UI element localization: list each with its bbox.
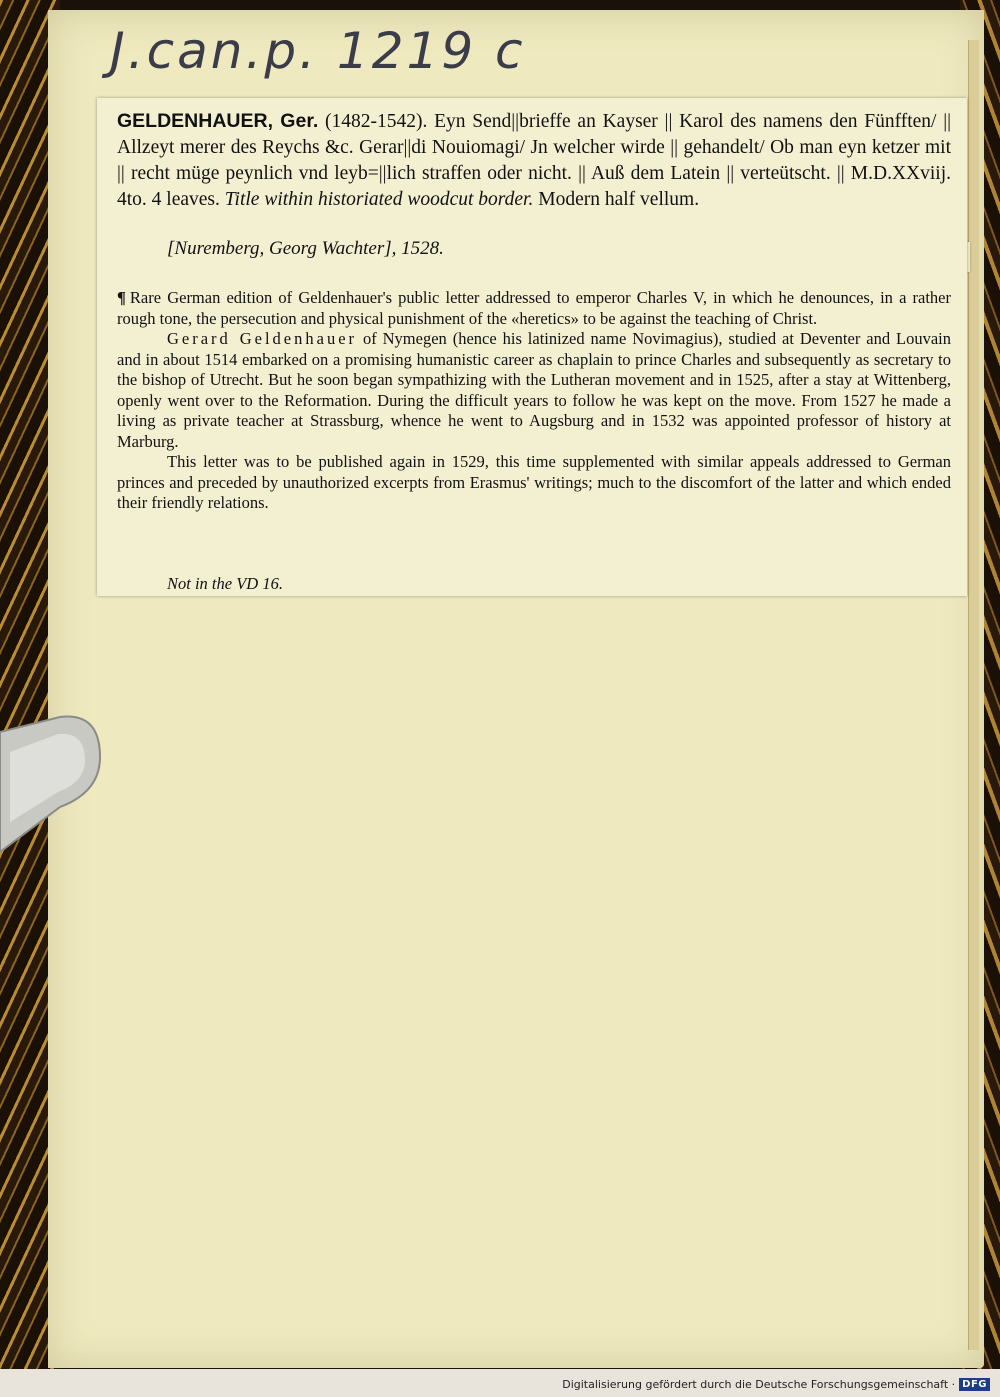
description-paragraph-3: This letter was to be published again in 1529, this time supplemented with similar appeals addressed to German princes and preceded by unauthorized excerpts from Erasmus' writings; much to the discomfort of the latter and which ended their friendly relations. bbox=[117, 452, 951, 512]
entry-imprint: [Nuremberg, Georg Wachter], 1528. bbox=[167, 238, 444, 259]
dfg-credit bbox=[562, 1378, 990, 1391]
entry-binding: Modern half vellum. bbox=[533, 189, 700, 210]
entry-author: GELDENHAUER, Ger. bbox=[117, 110, 319, 132]
description-paragraph-2: Gerard Geldenhauer of Nymegen (hence his latinized name Novimagius), studied at Deventer and Louvain and in about 1514 embarked on a promising humanistic career as chaplain to prince Charles and subsequently as secretary to the bishop of Utrecht. But he soon began sympathizing with the Lutheran movement and in 1525, after a stay at Wittenberg, openly went over to the Reformation. During the difficult years to follow he was kept on the move. From 1527 he made a living as private teacher at Strassburg, whence he went to Augsburg and in 1532 was appointed professor of history at Marburg. bbox=[117, 329, 952, 451]
description-paragraph-1: ¶ Rare German edition of Geldenhauer's public letter addressed to emperor Charles V, in which he denounces, in a rather rough tone, the persecution and physical punishment of the «heretics» to be against the teaching of Christ. bbox=[117, 288, 951, 328]
entry-description bbox=[117, 288, 951, 514]
author-name: Gerard Geldenhauer bbox=[167, 329, 358, 348]
handwritten-shelfmark: J.can.p. 1219 c bbox=[110, 22, 526, 80]
dfg-credit-text: Digitalisierung gefördert durch die Deutsche Forschungsgemeinschaft · bbox=[562, 1378, 956, 1391]
entry-title: (1482-1542). Eyn Send||brieffe an Kayser || Karol des namens den Fünfften/ || Allzeyt merer des Reychs &c. Gerar||di Nouiomagi/ Jn welcher wirde || gehandelt/ Ob man eyn ketzer mit || recht müge peynlich vnd leyb=||lich straffen oder nicht. || Auß dem Latein || verteütscht. || M.D.XXviij. 4to. 4 leaves. bbox=[117, 111, 951, 210]
footer-strip bbox=[0, 1369, 1000, 1397]
catalogue-clipping bbox=[97, 98, 967, 596]
bibliographic-entry bbox=[117, 108, 951, 213]
page-edge bbox=[968, 40, 979, 1350]
dfg-logo-icon: DFG bbox=[959, 1378, 990, 1391]
entry-title-note: Title within historiated woodcut border. bbox=[224, 189, 534, 210]
not-in-vd16-note: Not in the VD 16. bbox=[167, 574, 283, 593]
metal-clip-icon bbox=[0, 712, 110, 852]
pilcrow-icon: ¶ bbox=[117, 288, 126, 307]
